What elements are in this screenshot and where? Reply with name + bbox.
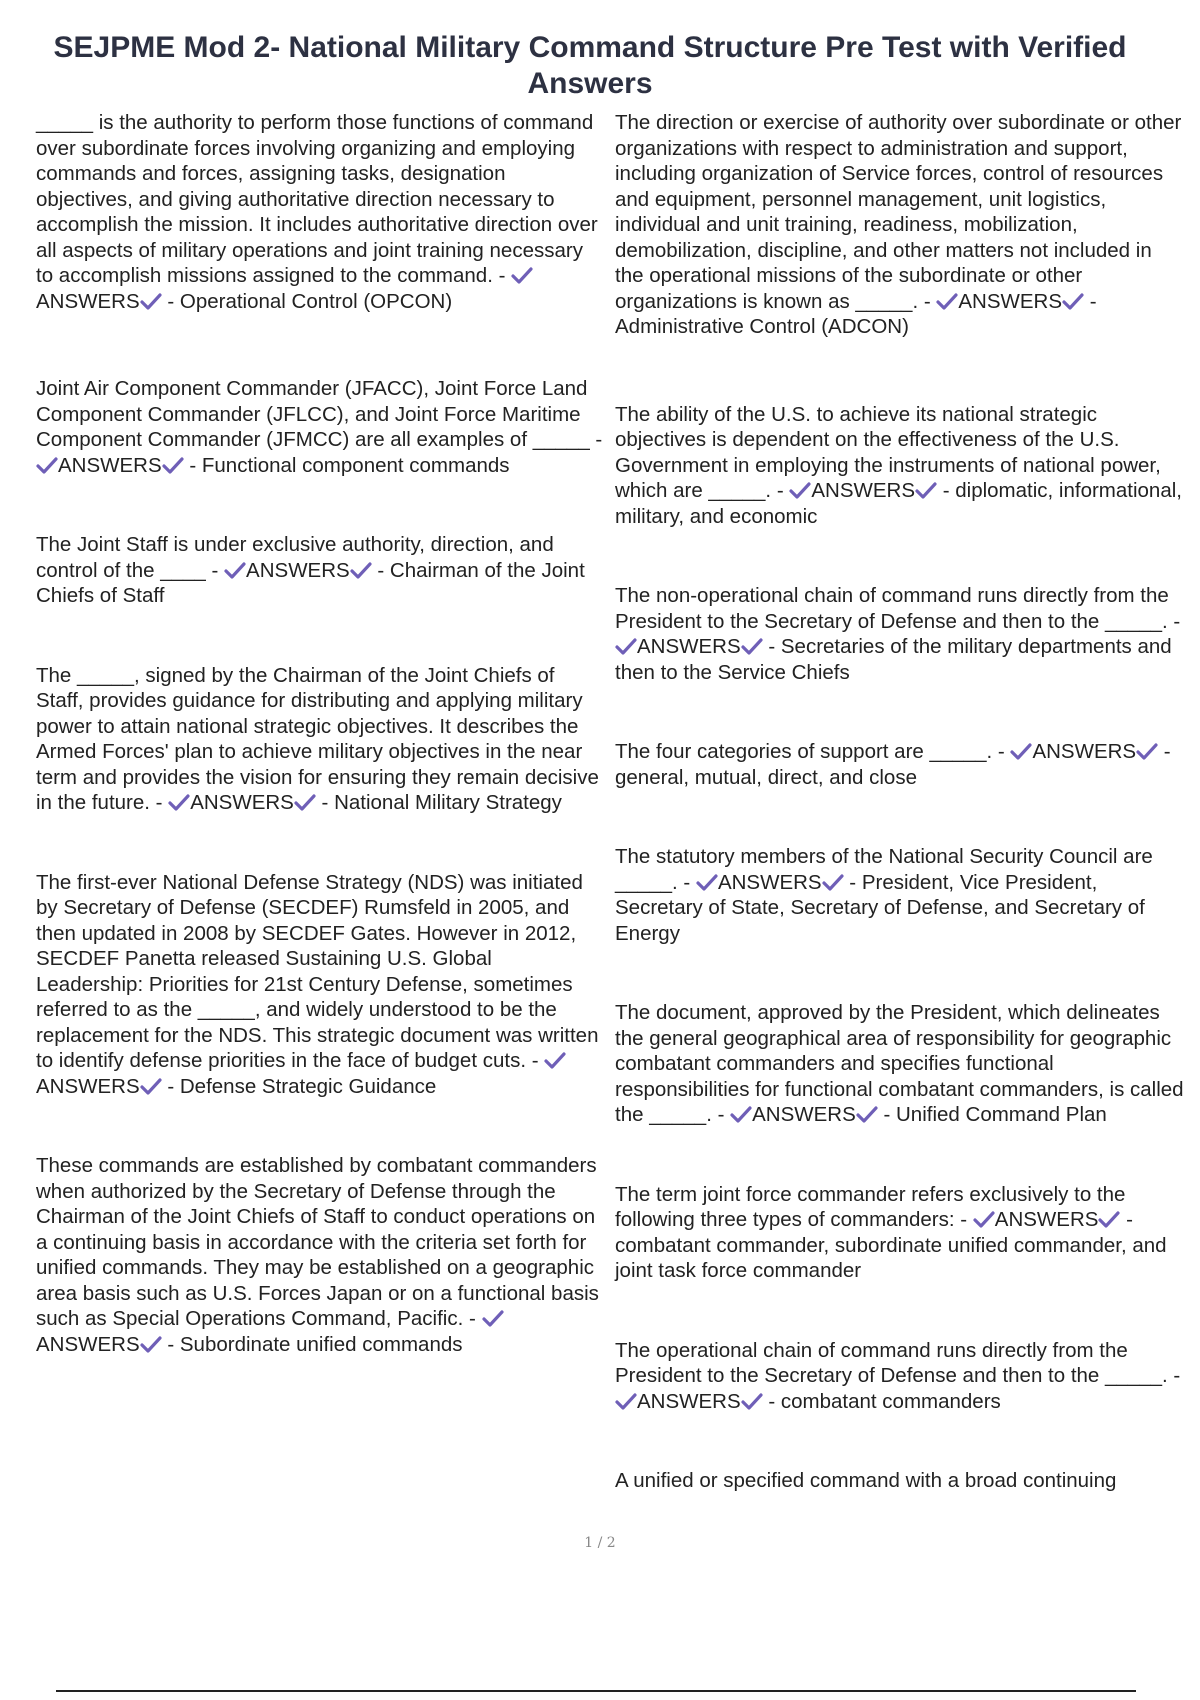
- question-text: The four categories of support are _____. -: [615, 740, 1005, 763]
- question-text: The direction or exercise of authority over subordinate or other organizations with respect to administration and support, including organization of Service forces, control of resources and equipment, personnel management, unit logistics, individual and unit training, readiness, mobilization, demobilization, discipline, and other matters not included in the operational missions of the subordinate or other organizations is known as _____. -: [615, 111, 1182, 313]
- qa-item: [615, 844, 1185, 946]
- qa-item: [615, 1182, 1185, 1284]
- check-icon: [511, 266, 533, 284]
- answers-label: ANSWERS: [36, 289, 140, 313]
- qa-item: [36, 110, 604, 314]
- check-icon: [294, 793, 316, 811]
- page-title: SEJPME Mod 2- National Military Command Structure Pre Test with Verified Answers: [53, 31, 1127, 100]
- check-icon: [140, 1335, 162, 1353]
- answers-label: ANSWERS: [36, 1332, 140, 1356]
- check-icon: [1098, 1210, 1120, 1228]
- check-icon: [162, 456, 184, 474]
- answer-text: - Subordinate unified commands: [167, 1332, 463, 1356]
- answer-text: - Defense Strategic Guidance: [167, 1074, 437, 1098]
- question-text: Joint Air Component Commander (JFACC), Joint Force Land Component Commander (JFLCC), and Joint Force Maritime Component Commander (JFMCC) are all examples of _____ -: [36, 377, 603, 451]
- answer-text: - combatant commanders: [768, 1389, 1001, 1413]
- check-icon: [936, 292, 958, 310]
- check-icon: [741, 637, 763, 655]
- check-icon: [482, 1309, 504, 1327]
- check-icon: [1062, 292, 1084, 310]
- answer-text: - Operational Control (OPCON): [167, 289, 453, 313]
- check-icon: [822, 873, 844, 891]
- question-text: These commands are established by combatant commanders when authorized by the Secretary of Defense through the Chairman of the Joint Chiefs of Staff to conduct operations on a continuing basis in accordance with the criteria set forth for unified commands. They may be established on a geographic area basis such as U.S. Forces Japan or on a functional basis such as Special Operations Command, Pacific. -: [36, 1154, 599, 1330]
- question-text: The _____, signed by the Chairman of the Joint Chiefs of Staff, provides guidance for distributing and applying military power to attain national strategic objectives. It describes the Armed Forces' plan to achieve military objectives in the near term and provides the vision for ensuring they remain decisive in the future. -: [36, 663, 599, 814]
- bottom-rule: [56, 1690, 1136, 1692]
- check-icon: [1136, 742, 1158, 760]
- answer-text: - combatant commander, subordinate unified commander, and joint task force commander: [615, 1208, 1167, 1282]
- check-icon: [730, 1105, 752, 1123]
- right-column: [615, 110, 1185, 1494]
- check-icon: [789, 481, 811, 499]
- check-icon: [915, 481, 937, 499]
- page-number: 1 / 2: [584, 1535, 616, 1551]
- left-column: [36, 110, 604, 1357]
- qa-item: [615, 1338, 1185, 1415]
- check-icon: [544, 1051, 566, 1069]
- answer-text: - President, Vice President, Secretary of State, Secretary of Defense, and Secretary of Energy: [615, 870, 1145, 945]
- answer-text: - diplomatic, informational, military, and economic: [615, 479, 1182, 528]
- answers-label: ANSWERS: [637, 1389, 741, 1413]
- qa-item: [36, 870, 604, 1100]
- answers-label: ANSWERS: [994, 1208, 1099, 1231]
- check-icon: [168, 793, 190, 811]
- qa-item: [615, 739, 1185, 790]
- answers-label: ANSWERS: [190, 791, 294, 814]
- check-icon: [856, 1105, 878, 1123]
- check-icon: [696, 873, 718, 891]
- answers-label: ANSWERS: [811, 479, 916, 502]
- question-text: The non-operational chain of command runs directly from the President to the Secretary of Defense and then to the _____. -: [615, 584, 1181, 633]
- check-icon: [973, 1210, 995, 1228]
- question-text: The ability of the U.S. to achieve its national strategic objectives is dependent on the effectiveness of the U.S. Government in employing the instruments of national power, which are _____. -: [615, 402, 1161, 502]
- answer-text: - general, mutual, direct, and close: [615, 740, 1171, 789]
- qa-item: [36, 663, 604, 816]
- question-text: The first-ever National Defense Strategy (NDS) was initiated by Secretary of Defense (SECDEF) Rumsfeld in 2005, and then updated in 2008 by SECDEF Gates. However in 2012, SECDEF Panetta released Sustaining U.S. Global Leadership: Priorities for 21st Century Defense, sometimes referred to as the _____, and widely understood to be the replacement for the NDS. This strategic document was written to identify defense priorities in the face of budget cuts. -: [36, 870, 599, 1072]
- question-text: The Joint Staff is under exclusive authority, direction, and control of the ____ -: [36, 533, 554, 582]
- check-icon: [741, 1392, 763, 1410]
- qa-item: [615, 402, 1185, 530]
- answers-label: ANSWERS: [752, 1103, 856, 1126]
- check-icon: [140, 292, 162, 310]
- check-icon: [615, 1392, 637, 1410]
- answers-label: ANSWERS: [36, 1074, 140, 1098]
- qa-item: [615, 1000, 1185, 1128]
- question-text: The document, approved by the President, which delineates the general geographical area of responsibility for geographic combatant commanders and specifies functional responsibilities for functional combatant commanders, is called the _____. -: [615, 1001, 1184, 1126]
- answers-label: ANSWERS: [1032, 740, 1137, 763]
- check-icon: [140, 1077, 162, 1095]
- check-icon: [1010, 742, 1032, 760]
- answer-text: - Administrative Control (ADCON): [615, 289, 1097, 338]
- qa-item: [36, 376, 604, 478]
- question-text: The operational chain of command runs directly from the President to the Secretary of Defense and then to the _____. -: [615, 1338, 1181, 1387]
- question-text: The term joint force commander refers exclusively to the following three types of commanders: -: [615, 1182, 1126, 1231]
- check-icon: [350, 561, 372, 579]
- answer-text: - Secretaries of the military departments and then to the Service Chiefs: [615, 635, 1172, 684]
- answers-label: ANSWERS: [246, 558, 350, 582]
- answers-label: ANSWERS: [717, 870, 822, 894]
- qa-item: [36, 1153, 604, 1357]
- answers-label: ANSWERS: [637, 635, 741, 658]
- question-text: _____ is the authority to perform those functions of command over subordinate forces involving organizing and employing commands and forces, assigning tasks, designation objectives, and giving authoritative direction necessary to accomplish the mission. It includes authoritative direction over all aspects of military operations and joint training necessary to accomplish missions assigned to the command. -: [36, 111, 598, 287]
- answer-text: - Chairman of the Joint Chiefs of Staff: [36, 558, 585, 607]
- qa-item: [615, 583, 1185, 685]
- check-icon: [36, 456, 58, 474]
- qa-item: [615, 110, 1185, 340]
- answer-text: - Functional component commands: [189, 453, 510, 477]
- question-text: The statutory members of the National Security Council are _____. -: [615, 845, 1153, 894]
- check-icon: [224, 561, 246, 579]
- answers-label: ANSWERS: [958, 289, 1063, 313]
- answer-text: - Unified Command Plan: [883, 1103, 1107, 1126]
- qa-item: [36, 532, 604, 609]
- answer-text: - National Military Strategy: [321, 791, 562, 814]
- check-icon: [615, 637, 637, 655]
- trailing-text: A unified or specified command with a broad continuing: [615, 1469, 1117, 1492]
- answers-label: ANSWERS: [58, 453, 162, 477]
